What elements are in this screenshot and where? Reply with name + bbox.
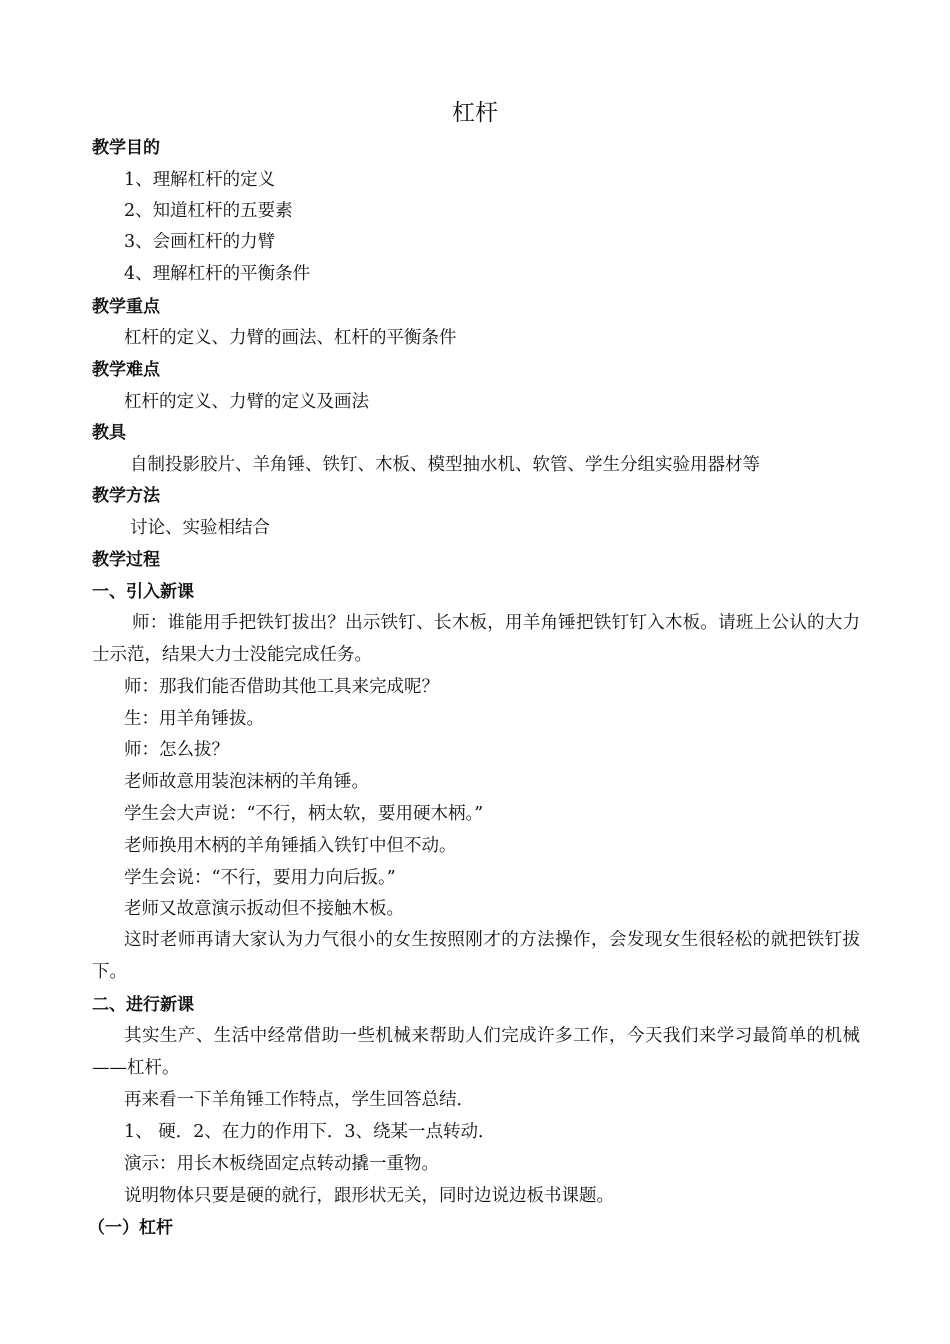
part1-paragraph-1: 师：谁能用手把铁钉拔出？出示铁钉、长木板，用羊角锤把铁钉钉入木板。请班上公认的大力士示范，结果大力士没能完成任务。	[92, 613, 860, 665]
part1-line-2: 生：用羊角锤拔。	[124, 709, 264, 729]
part1-line-5: 学生会大声说：“不行，柄太软，要用硬木柄。”	[124, 804, 484, 824]
part1-heading: 一、引入新课	[92, 582, 194, 602]
document-title: 杠杆	[452, 100, 498, 126]
objective-item-4: 4、理解杠杆的平衡条件	[124, 264, 311, 284]
methods-text: 讨论、实验相结合	[130, 518, 270, 538]
objectives-heading: 教学目的	[92, 138, 160, 158]
methods-heading: 教学方法	[92, 486, 160, 506]
difficulties-heading: 教学难点	[92, 360, 160, 380]
tools-heading: 教具	[92, 423, 126, 443]
part1-line-3: 师：怎么拔？	[124, 740, 229, 760]
part2-heading: 二、进行新课	[92, 995, 194, 1015]
part2-line-2: 1、 硬．2、在力的作用下．3、绕某一点转动．	[124, 1122, 496, 1142]
part2-line-4: 说明物体只要是硬的就行，跟形状无关，同时边说边板书课题。	[124, 1186, 614, 1206]
objective-item-3: 3、会画杠杆的力臂	[124, 232, 276, 252]
objective-item-2: 2、知道杠杆的五要素	[124, 201, 293, 221]
objective-item-1: 1、理解杠杆的定义	[124, 170, 276, 190]
key-points-text: 杠杆的定义、力臂的画法、杠杆的平衡条件	[124, 328, 457, 348]
key-points-heading: 教学重点	[92, 297, 160, 317]
part1-line-6: 老师换用木柄的羊角锤插入铁钉中但不动。	[124, 836, 457, 856]
part2-paragraph-1: 其实生产、生活中经常借助一些机械来帮助人们完成许多工作，今天我们来学习最简单的机械——杠杆。	[92, 1026, 860, 1078]
part2-line-3: 演示：用长木板绕固定点转动撬一重物。	[124, 1154, 439, 1174]
tools-text: 自制投影胶片、羊角锤、铁钉、木板、模型抽水机、软管、学生分组实验用器材等	[130, 455, 760, 475]
part1-line-1: 师：那我们能否借助其他工具来完成呢？	[124, 677, 439, 697]
part1-paragraph-2: 这时老师再请大家认为力气很小的女生按照刚才的方法操作，会发现女生很轻松的就把铁钉拔下。	[92, 930, 860, 982]
part2-line-1: 再来看一下羊角锤工作特点，学生回答总结．	[124, 1090, 474, 1110]
process-heading: 教学过程	[92, 550, 160, 570]
part1-line-4: 老师故意用装泡沫柄的羊角锤。	[124, 772, 369, 792]
difficulties-text: 杠杆的定义、力臂的定义及画法	[124, 392, 369, 412]
part1-line-8: 老师又故意演示扳动但不接触木板。	[124, 899, 404, 919]
part3-heading: （一）杠杆	[88, 1218, 173, 1238]
part1-line-7: 学生会说：“不行，要用力向后扳。”	[124, 868, 396, 888]
